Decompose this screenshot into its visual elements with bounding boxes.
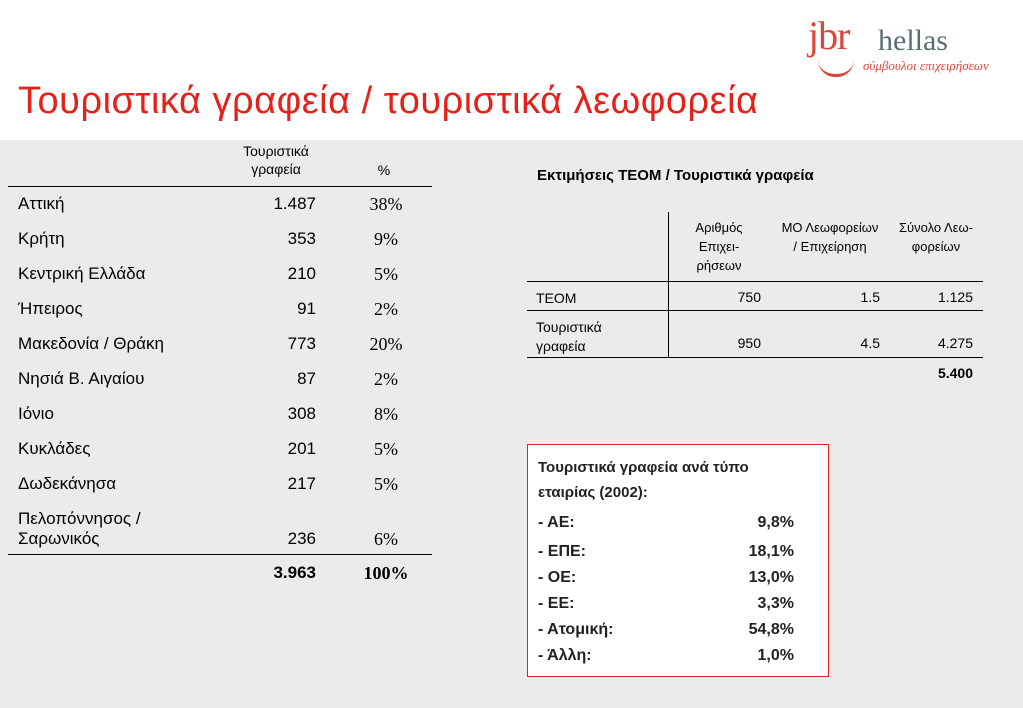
company-types-box <box>527 444 829 677</box>
region-name: Ιόνιο <box>18 404 54 423</box>
region-pct: 6% <box>374 529 398 549</box>
logo-tagline: σύμβουλοι επιχειρήσεων <box>863 58 989 73</box>
total-value: 1.125 <box>937 289 973 305</box>
company-logo <box>808 14 988 84</box>
table-row <box>8 327 432 362</box>
column-divider <box>668 212 669 281</box>
row-label: Τουριστικά γραφεία <box>536 319 602 354</box>
table-row <box>8 362 432 397</box>
company-types-title: Τουριστικά γραφεία ανά τύπο εταιρίας (2002): <box>538 459 749 501</box>
table-row <box>8 502 432 555</box>
region-pct: 8% <box>374 404 398 424</box>
table-row <box>8 222 432 257</box>
regions-total-row <box>8 555 432 591</box>
region-count: 353 <box>287 229 316 248</box>
total-pct: 100% <box>363 563 409 583</box>
region-pct: 38% <box>369 194 403 214</box>
column-divider <box>668 282 669 310</box>
company-type-pct: 9,8% <box>757 514 794 531</box>
region-pct: 5% <box>374 439 398 459</box>
company-type-pct: 18,1% <box>748 543 794 560</box>
region-name: Κρήτη <box>18 229 65 248</box>
table-row <box>527 311 983 358</box>
company-type: - ΕΕ: <box>538 595 575 612</box>
header-count: Τουριστικά γραφεία <box>243 143 309 177</box>
region-name: Μακεδονία / Θράκη <box>18 334 164 353</box>
company-type: - ΕΠΕ: <box>538 543 586 560</box>
region-count: 773 <box>287 334 316 353</box>
region-count: 210 <box>287 264 316 283</box>
table-row <box>8 432 432 467</box>
region-count: 217 <box>287 474 316 493</box>
logo-mark: jbr <box>808 13 850 58</box>
region-count: 87 <box>297 369 316 388</box>
avg-value: 1.5 <box>860 289 880 305</box>
region-pct: 5% <box>374 474 398 494</box>
region-name: Δωδεκάνησα <box>18 474 117 493</box>
header-pct: % <box>377 162 391 178</box>
region-pct: 2% <box>374 369 398 389</box>
region-count: 91 <box>297 299 316 318</box>
teom-table <box>527 212 983 358</box>
company-type-pct: 54,8% <box>748 621 794 638</box>
region-name: Πελοπόννησος / Σαρωνικός <box>18 509 141 548</box>
company-type: - Ατομική: <box>538 621 614 638</box>
region-pct: 5% <box>374 264 398 284</box>
page-title: Τουριστικά γραφεία / τουριστικά λεωφορεία <box>18 80 759 122</box>
company-type: - ΟΕ: <box>538 569 577 586</box>
regions-table <box>8 140 432 591</box>
companies-value: 950 <box>737 335 761 351</box>
region-name: Κεντρική Ελλάδα <box>18 264 146 283</box>
company-type-pct: 3,3% <box>757 595 794 612</box>
company-type-pct: 1,0% <box>757 647 794 664</box>
teom-table-header <box>527 212 983 282</box>
region-pct: 20% <box>369 334 403 354</box>
company-type-pct: 13,0% <box>748 569 794 586</box>
table-row <box>8 187 432 222</box>
total-count: 3.963 <box>273 563 316 582</box>
region-name: Αττική <box>18 194 65 213</box>
table-row <box>8 257 432 292</box>
region-count: 308 <box>287 404 316 423</box>
region-count: 201 <box>287 439 316 458</box>
table-row <box>527 282 983 311</box>
total-value: 4.275 <box>937 335 973 351</box>
region-pct: 9% <box>374 229 398 249</box>
region-count: 1.487 <box>273 194 316 213</box>
companies-value: 750 <box>737 289 761 305</box>
region-name: Νησιά Β. Αιγαίου <box>18 369 145 388</box>
regions-table-header <box>8 140 432 187</box>
region-name: Ήπειρος <box>18 299 83 318</box>
company-type: - ΑΕ: <box>538 514 575 531</box>
teom-grand-total: 5.400 <box>937 365 973 381</box>
avg-value: 4.5 <box>860 335 880 351</box>
logo-smile-icon <box>818 60 854 77</box>
logo-name: hellas <box>878 24 948 57</box>
header-avg-buses: ΜΟ Λεωφορείων / Επιχείρηση <box>781 220 879 254</box>
header-companies: Αριθμός Επιχει-ρήσεων <box>695 220 743 273</box>
company-type: - Άλλη: <box>538 647 592 664</box>
region-count: 236 <box>287 529 316 548</box>
region-name: Κυκλάδες <box>18 439 91 458</box>
row-label: ΤΕΟΜ <box>536 290 577 306</box>
column-divider <box>668 311 669 357</box>
table-row <box>8 292 432 327</box>
table-row <box>8 467 432 502</box>
region-pct: 2% <box>374 299 398 319</box>
table-row <box>8 397 432 432</box>
header-total-buses: Σύνολο Λεω-φορείων <box>899 220 974 254</box>
teom-table-title: Εκτιμήσεις ΤΕΟΜ / Τουριστικά γραφεία <box>537 167 814 184</box>
